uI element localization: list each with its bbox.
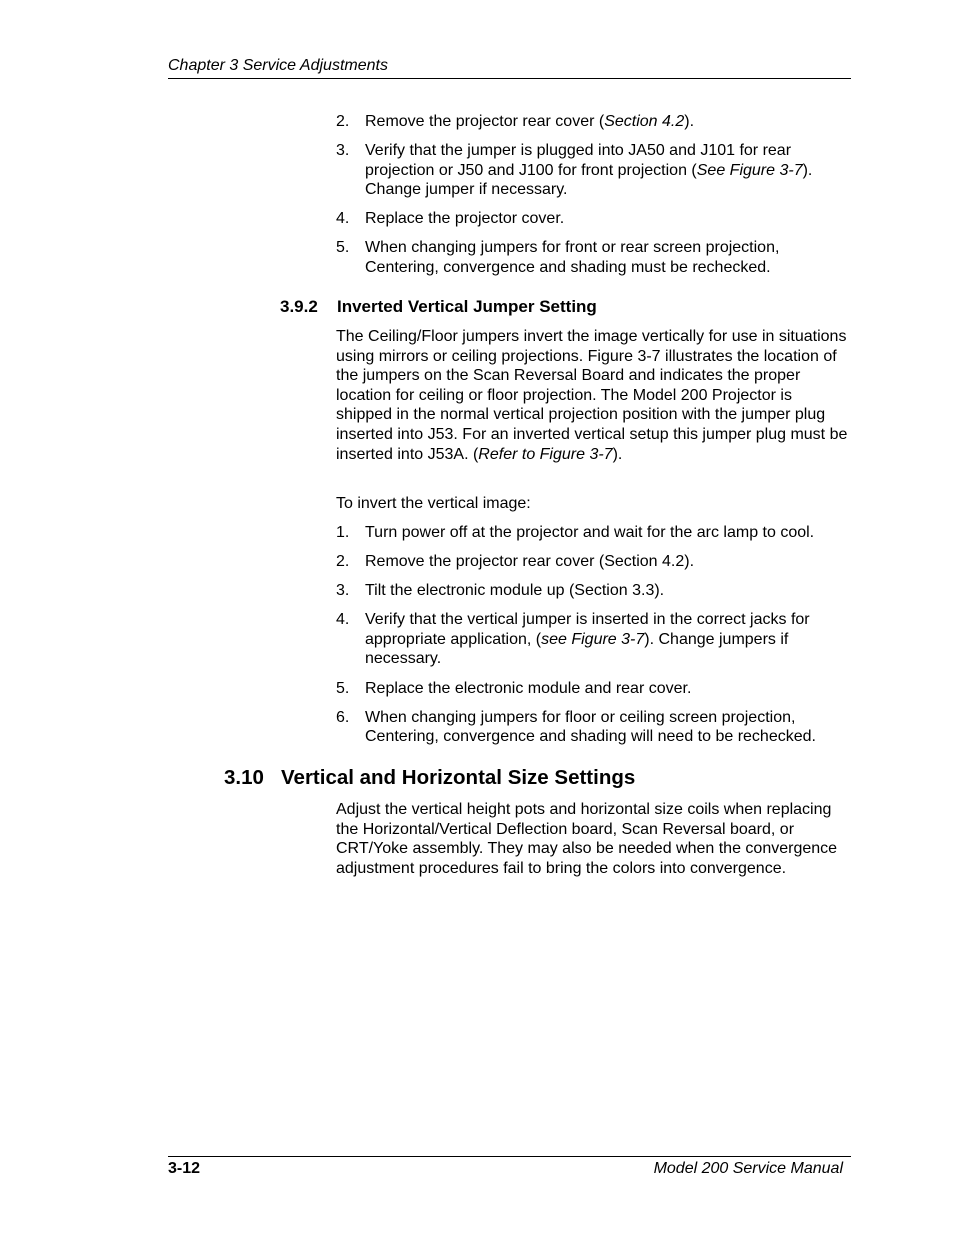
list-item: [336, 552, 856, 572]
list-item-number: 4.: [336, 611, 350, 629]
invert-steps-list: [336, 523, 856, 756]
list-item-text-end: ).: [684, 113, 695, 130]
chapter-title: Chapter 3 Service Adjustments: [168, 57, 388, 74]
list-item: [336, 708, 856, 747]
list-item-text: Remove the projector rear cover (Section 4.2).: [365, 553, 695, 571]
list-item-text-end: ). Change jumpers if necessary.: [365, 630, 789, 668]
invert-intro: To invert the vertical image:: [336, 495, 531, 512]
list-item-text: Verify that the vertical jumper is inserted in the correct jacks for appropriate application, (: [365, 611, 810, 648]
section-3-9-2-heading: [280, 297, 597, 317]
list-item-text: When changing jumpers for front or rear screen projection, Centering, convergence and shading must be rechecked.: [365, 239, 780, 277]
section-3-9-2-paragraph: [336, 327, 851, 464]
list-item-reference: see Figure 3-7: [541, 630, 645, 648]
section-number: 3.10: [224, 766, 264, 789]
page-number: 3-12: [168, 1160, 201, 1177]
list-item-reference: See Figure 3-7: [696, 161, 803, 179]
list-item-number: 3.: [336, 582, 350, 600]
list-item: [336, 238, 856, 277]
list-item-text: Replace the electronic module and rear cover.: [365, 679, 692, 697]
list-item-number: 4.: [336, 210, 350, 228]
list-item-text: Verify that the jumper is plugged into JA50 and J101 for rear projection or J50 and J100 for front projection (: [365, 142, 792, 179]
list-item-number: 2.: [336, 113, 350, 130]
list-item: [336, 209, 856, 229]
section-number: 3.9.2: [280, 297, 318, 316]
list-item: [336, 112, 856, 132]
manual-title: Model 200 Service Manual: [653, 1160, 843, 1177]
list-item-text: Turn power off at the projector and wait for the arc lamp to cool.: [365, 524, 815, 541]
list-item-number: 1.: [336, 524, 350, 541]
page-footer: [168, 1156, 851, 1177]
list-item-text: Remove the projector rear cover (: [365, 113, 605, 130]
list-item-text-end: ). Change jumper if necessary.: [365, 161, 813, 199]
removal-steps-list: [336, 112, 856, 287]
paragraph-text-end: ).: [612, 445, 623, 463]
list-item: [336, 141, 856, 200]
list-item-number: 6.: [336, 708, 350, 726]
list-item: [336, 581, 856, 601]
list-item-text: Tilt the electronic module up (Section 3.3).: [365, 582, 665, 600]
paragraph-reference: Refer to Figure 3-7: [478, 445, 613, 463]
list-item-number: 2.: [336, 553, 350, 571]
section-title: Inverted Vertical Jumper Setting: [337, 297, 597, 316]
section-3-10-heading: [224, 766, 635, 790]
list-item: [336, 523, 856, 543]
section-3-10-paragraph: Adjust the vertical height pots and horizontal size coils when replacing the Horizontal/Vertical Deflection board, Scan Reversal board, or CRT/Yoke assembly. They may also be needed when the convergence adjustment procedures fail to bring the colors into convergence.: [336, 801, 838, 877]
list-item: [336, 679, 856, 699]
page-header: [168, 56, 851, 79]
section-title: Vertical and Horizontal Size Settings: [281, 766, 636, 789]
list-item-number: 3.: [336, 142, 350, 160]
list-item-number: 5.: [336, 679, 350, 697]
list-item: [336, 610, 856, 669]
list-item-reference: Section 4.2: [604, 113, 685, 130]
list-item-number: 5.: [336, 239, 350, 257]
list-item-text: Replace the projector cover.: [365, 210, 565, 228]
paragraph-text: The Ceiling/Floor jumpers invert the image vertically for use in situations using mirrors or ceiling projections. Figure 3-7 illustrates the location of the jumpers on the Scan Reversal Board and indicates the proper location for ceiling or floor projection. The Model 200 Projector is shipped in the normal vertical projection position with the jumper plug inserted into J53. For an inverted vertical setup this jumper plug must be inserted into J53A. (: [336, 328, 848, 463]
list-item-text: When changing jumpers for floor or ceiling screen projection, Centering, convergence and shading will need to be rechecked.: [365, 708, 816, 746]
